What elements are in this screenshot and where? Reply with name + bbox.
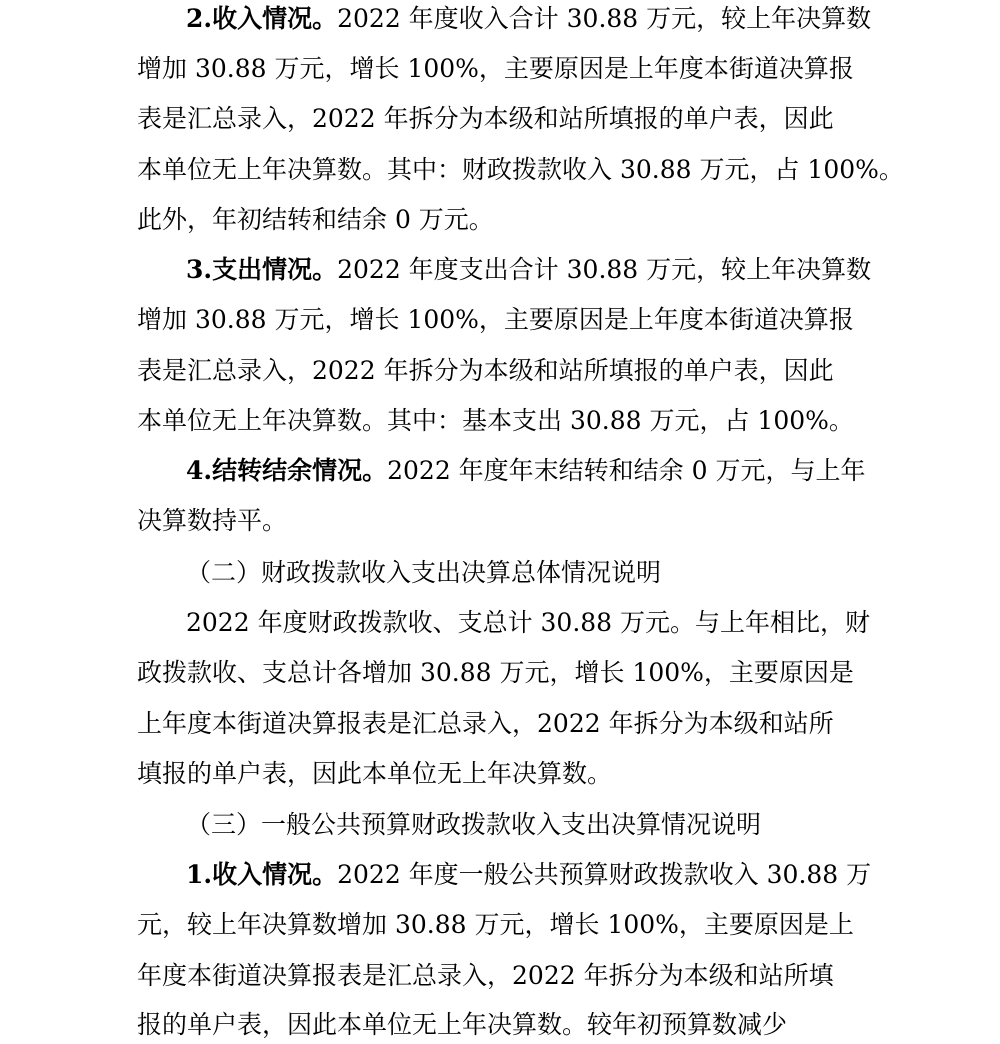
general-income-line-3: 年度本街道决算报表是汇总录入，2022 年拆分为本级和站所填 xyxy=(137,961,834,990)
income-line-5: 此外，年初结转和结余 0 万元。 xyxy=(137,205,494,234)
carryover-line-2: 决算数持平。 xyxy=(137,506,288,535)
expense-text-1: 2022 年度支出合计 30.88 万元，较上年决算数 xyxy=(337,255,872,284)
section2-line-2: 政拨款收、支总计各增加 30.88 万元，增长 100%，主要原因是 xyxy=(137,658,854,687)
general-income-text-1: 2022 年度一般公共预算财政拨款收入 30.88 万 xyxy=(337,860,872,889)
general-income-line-1 xyxy=(186,858,1000,892)
section2-line-4: 填报的单户表，因此本单位无上年决算数。 xyxy=(137,759,613,788)
income-heading: 2.收入情况。 xyxy=(186,4,338,33)
carryover-heading: 4.结转结余情况。 xyxy=(186,456,388,485)
expense-line-4: 本单位无上年决算数。其中：基本支出 30.88 万元，占 100%。 xyxy=(137,406,854,435)
carryover-text-1: 2022 年度年末结转和结余 0 万元，与上年 xyxy=(387,456,866,485)
section2-line-1: 2022 年度财政拨款收、支总计 30.88 万元。与上年相比，财 xyxy=(186,608,871,637)
income-line-2: 增加 30.88 万元，增长 100%，主要原因是上年度本街道决算报 xyxy=(137,54,854,83)
expense-heading: 3.支出情况。 xyxy=(186,255,338,284)
section2-title: （二）财政拨款收入支出决算总体情况说明 xyxy=(186,558,662,587)
section2-line-3: 上年度本街道决算报表是汇总录入，2022 年拆分为本级和站所 xyxy=(137,709,834,738)
expense-line-3: 表是汇总录入，2022 年拆分为本级和站所填报的单户表，因此 xyxy=(137,356,834,385)
income-line-1 xyxy=(186,2,1000,36)
expense-line-1 xyxy=(186,253,1000,287)
general-income-line-4: 报的单户表，因此本单位无上年决算数。较年初预算数减少 xyxy=(137,1010,788,1039)
general-income-heading: 1.收入情况。 xyxy=(186,860,338,889)
general-income-line-2: 元，较上年决算数增加 30.88 万元，增长 100%，主要原因是上 xyxy=(137,910,854,939)
income-line-4: 本单位无上年决算数。其中：财政拨款收入 30.88 万元，占 100%。 xyxy=(137,155,904,184)
expense-line-2: 增加 30.88 万元，增长 100%，主要原因是上年度本街道决算报 xyxy=(137,305,854,334)
carryover-line-1 xyxy=(186,454,1000,488)
section3-title: （三）一般公共预算财政拨款收入支出决算情况说明 xyxy=(186,810,762,839)
income-text-1: 2022 年度收入合计 30.88 万元，较上年决算数 xyxy=(337,4,872,33)
income-line-3: 表是汇总录入，2022 年拆分为本级和站所填报的单户表，因此 xyxy=(137,104,834,133)
